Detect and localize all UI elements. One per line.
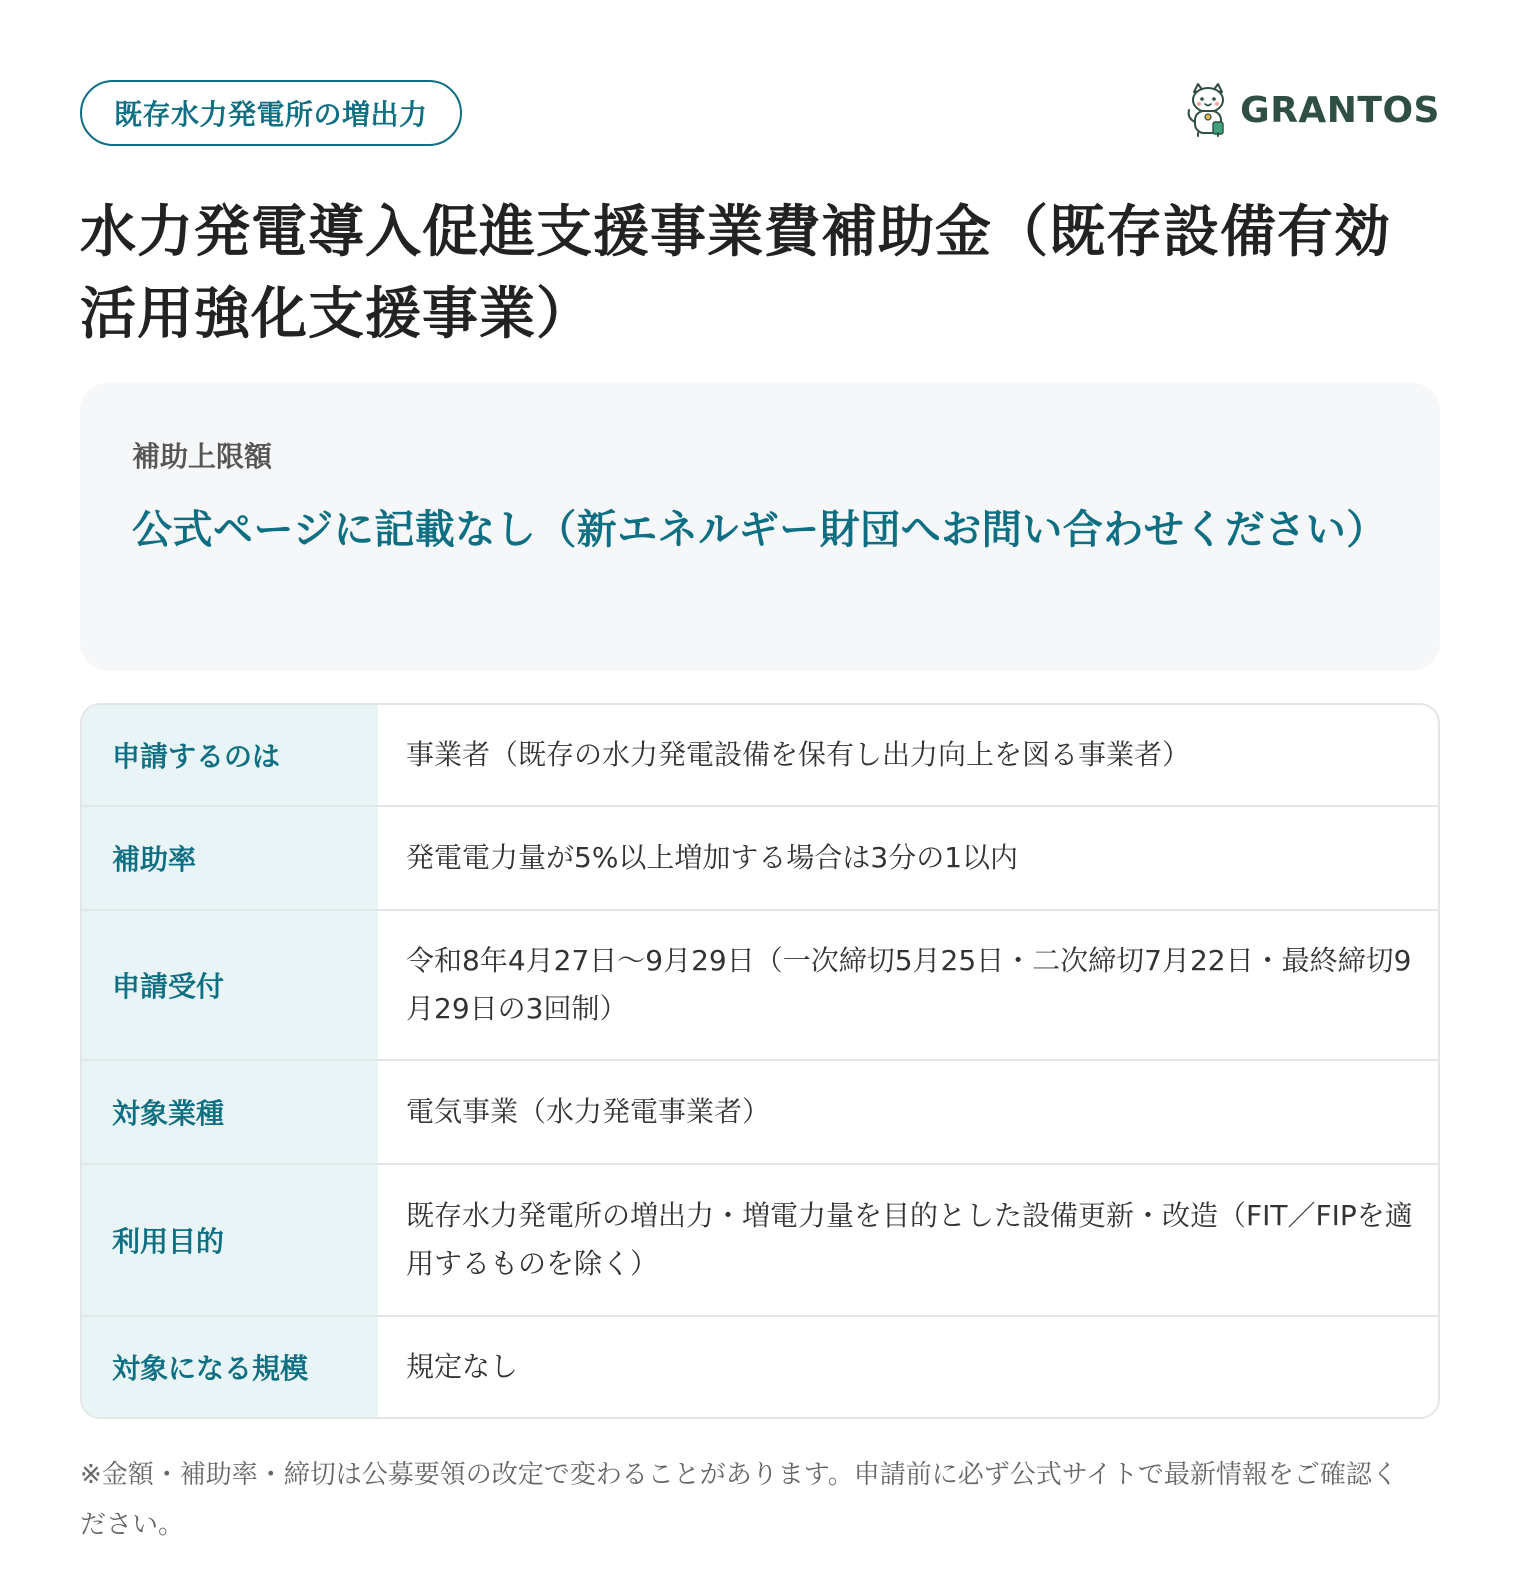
header [80, 80, 1440, 150]
brand-logo [1186, 82, 1440, 138]
row-value: 規定なし [406, 1350, 519, 1383]
row-value: 令和8年4月27日〜9月29日（一次締切5月25日・二次締切7月22日・最終締切9月29日の3回制） [406, 944, 1412, 1025]
table-row [82, 805, 1438, 909]
row-key: 申請するのは [82, 705, 378, 805]
page-title: 水力発電導入促進支援事業費補助金（既存設備有効活用強化支援事業） [80, 200, 1391, 347]
details-table [80, 703, 1440, 1419]
row-value: 既存水力発電所の増出力・増電力量を目的とした設備更新・改造（FIT／FIPを適用するものを除く） [406, 1199, 1413, 1280]
table-row [82, 1315, 1438, 1417]
row-key: 利用目的 [82, 1165, 378, 1315]
subsidy-limit-label: 補助上限額 [132, 440, 273, 473]
subsidy-limit-value: 公式ページに記載なし（新エネルギー財団へお問い合わせください） [132, 507, 1387, 553]
disclaimer-note: ※金額・補助率・締切は公募要領の改定で変わることがあります。申請前に必ず公式サイトで最新情報をご確認ください。 [80, 1460, 1398, 1540]
brand-name: GRANTOS [1240, 89, 1440, 131]
category-tag: 既存水力発電所の増出力 [80, 80, 462, 146]
lucky-cat-icon [1186, 82, 1230, 138]
table-row [82, 705, 1438, 805]
row-value: 電気事業（水力発電事業者） [406, 1095, 771, 1128]
table-row [82, 1163, 1438, 1315]
row-key: 申請受付 [82, 911, 378, 1059]
row-key: 対象になる規模 [82, 1317, 378, 1417]
row-key: 補助率 [82, 807, 378, 909]
row-key: 対象業種 [82, 1061, 378, 1163]
table-row [82, 1059, 1438, 1163]
row-value: 事業者（既存の水力発電設備を保有し出力向上を図る事業者） [406, 738, 1191, 771]
table-row [82, 909, 1438, 1059]
subsidy-limit-card [80, 383, 1440, 671]
row-value: 発電電力量が5%以上増加する場合は3分の1以内 [406, 841, 1019, 874]
